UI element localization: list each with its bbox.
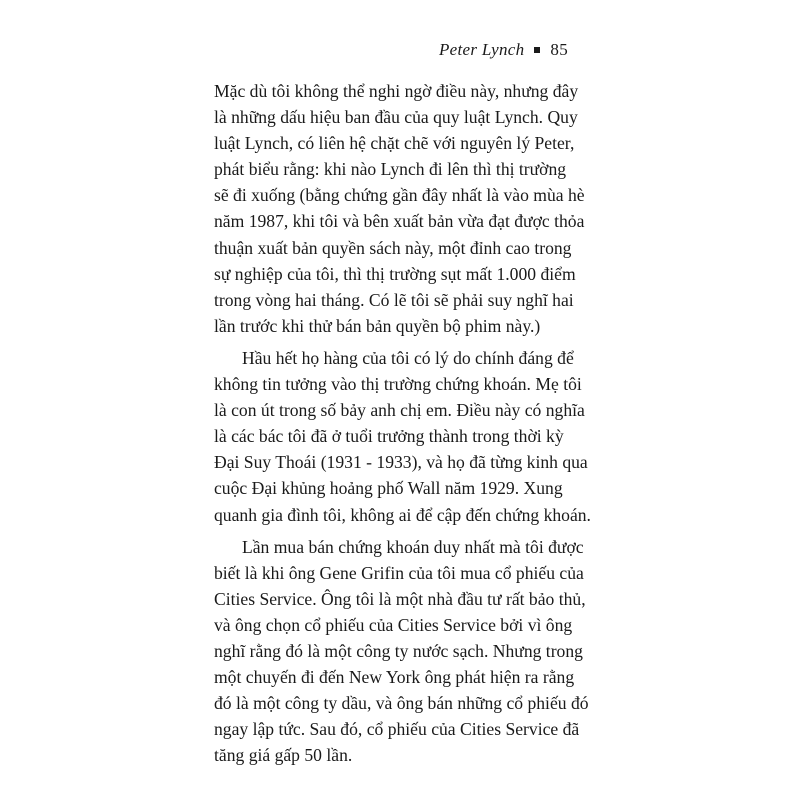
text-line: quanh gia đình tôi, không ai để cập đến chứng khoán. [214, 504, 591, 525]
text-line: ngay lập tức. Sau đó, cổ phiếu của Cities Service đã [214, 719, 580, 740]
text-line: phát biểu rằng: khi nào Lynch đi lên thì thị trường [214, 159, 567, 180]
running-header [439, 40, 568, 60]
text-line: Lần mua bán chứng khoán duy nhất mà tôi được [242, 536, 584, 557]
text-line: biết là khi ông Gene Grifin của tôi mua cổ phiếu của [214, 562, 584, 583]
text-line: Hầu hết họ hàng của tôi có lý do chính đáng để [242, 347, 574, 368]
page-number: 85 [550, 40, 568, 59]
paragraph [214, 534, 594, 769]
text-line: Cities Service. Ông tôi là một nhà đầu tư rất bảo thủ, [214, 588, 586, 609]
text-line: tăng giá gấp 50 lần. [214, 745, 353, 766]
text-line: cuộc Đại khủng hoảng phố Wall năm 1929. Xung [214, 478, 563, 499]
text-line: trong vòng hai tháng. Có lẽ tôi sẽ phải suy nghĩ hai [214, 289, 574, 310]
text-line: lần trước khi thử bán bản quyền bộ phim này.) [214, 315, 541, 336]
text-line: luật Lynch, có liên hệ chặt chẽ với nguyên lý Peter, [214, 133, 575, 154]
paragraph [214, 78, 594, 339]
text-line: sự nghiệp của tôi, thì thị trường sụt mất 1.000 điểm [214, 263, 576, 284]
text-line: là những dấu hiệu ban đầu của quy luật Lynch. Quy [214, 107, 578, 128]
text-line: và ông chọn cổ phiếu của Cities Service bởi vì ông [214, 614, 573, 635]
text-line: một chuyến đi đến New York ông phát hiện ra rằng [214, 667, 575, 688]
header-separator-square [534, 47, 540, 53]
text-line: không tin tưởng vào thị trường chứng khoán. Mẹ tôi [214, 374, 582, 395]
text-line: Mặc dù tôi không thể nghi ngờ điều này, nhưng đây [214, 81, 579, 101]
text-line: là các bác tôi đã ở tuổi trưởng thành trong thời kỳ [214, 426, 564, 447]
paragraph [214, 345, 594, 528]
running-header-author: Peter Lynch [438, 40, 525, 59]
text-line: thuận xuất bản quyền sách này, một đỉnh cao trong [214, 237, 572, 258]
text-line: năm 1987, khi tôi và bên xuất bản vừa đạt được thỏa [214, 211, 585, 232]
text-line: đó là một công ty dầu, và ông bán những cổ phiếu đó [214, 693, 589, 714]
text-line: nghĩ rằng đó là một công ty nước sạch. Nhưng trong [214, 640, 583, 661]
body-text [214, 78, 594, 774]
text-line: Đại Suy Thoái (1931 - 1933), và họ đã từng kinh qua [214, 452, 588, 473]
text-line: sẽ đi xuống (bằng chứng gần đây nhất là vào mùa hè [214, 185, 585, 206]
text-line: là con út trong số bảy anh chị em. Điều này có nghĩa [214, 400, 585, 421]
